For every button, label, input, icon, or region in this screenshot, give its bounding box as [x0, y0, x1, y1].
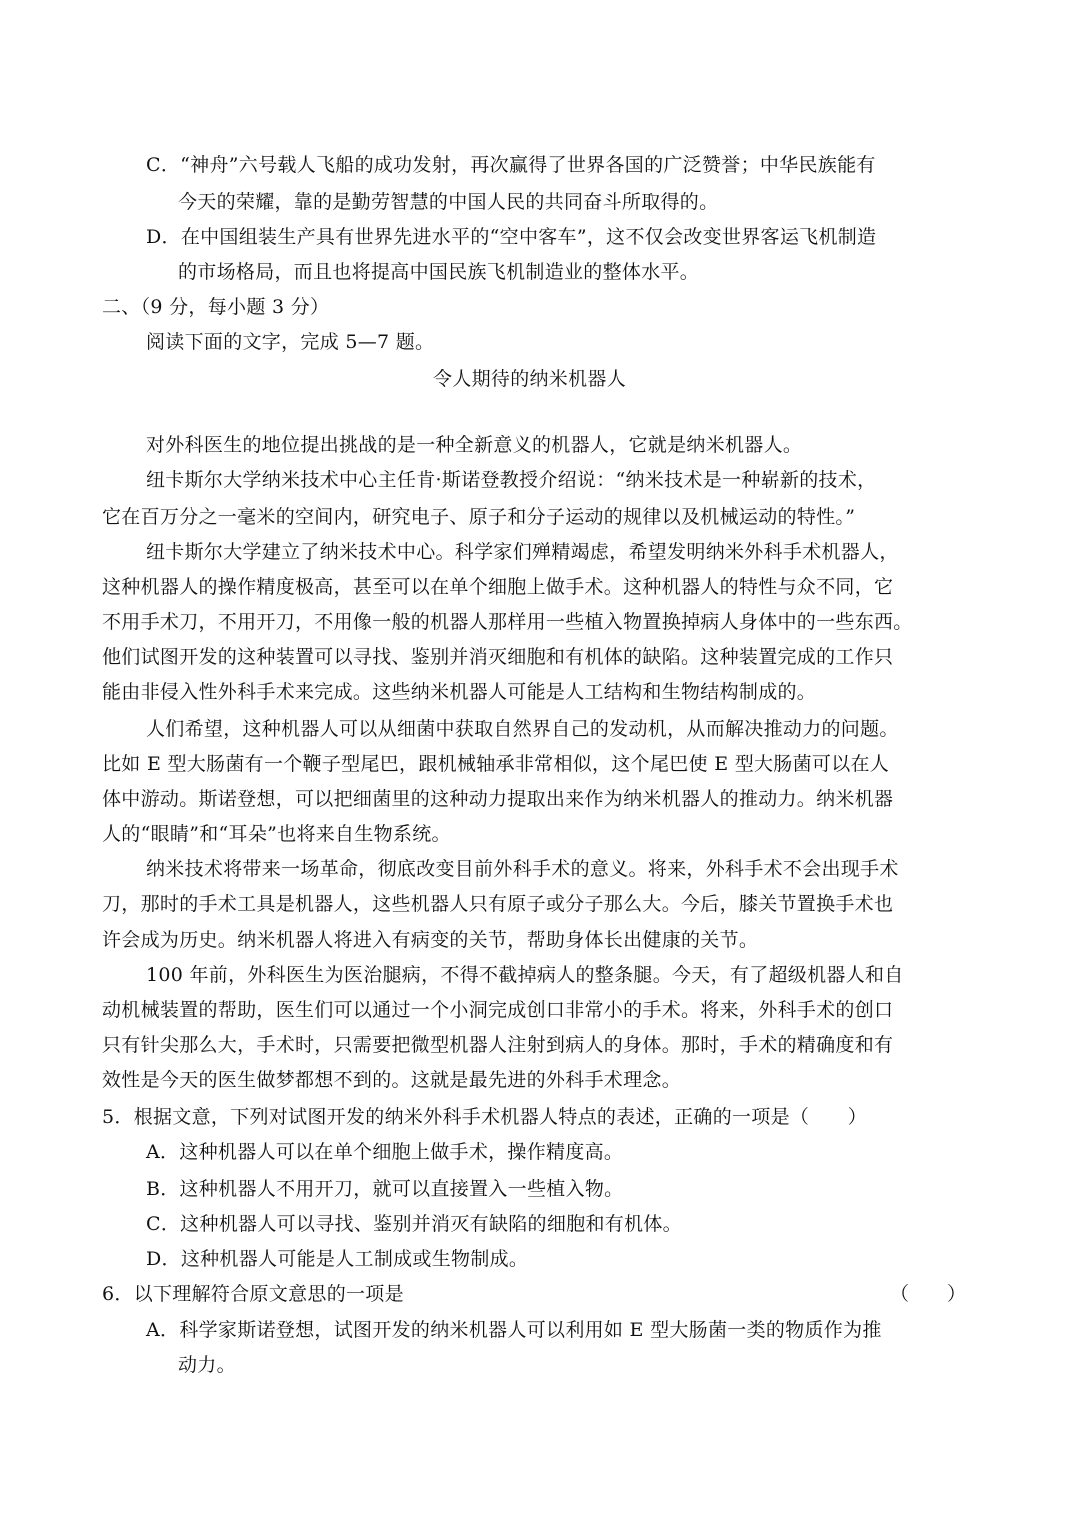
question-6-answer-blank: （ ）: [890, 1283, 967, 1305]
article-line: 它在百万分之一毫米的空间内，研究电子、原子和分子运动的规律以及机械运动的特性。”: [102, 506, 856, 528]
article-line: 效性是今天的医生做梦都想不到的。这就是最先进的外科手术理念。: [102, 1069, 682, 1091]
option-c-line-2: 今天的荣耀，靠的是勤劳智慧的中国人民的共同奋斗所取得的。: [178, 191, 719, 213]
article-line: 只有针尖那么大，手术时，只需要把微型机器人注射到病人的身体。那时，手术的精确度和有: [102, 1034, 894, 1056]
article-line: 能由非侵入性外科手术来完成。这些纳米机器人可能是人工结构和生物结构制成的。: [102, 681, 817, 703]
option-d-line-1: D．在中国组装生产具有世界先进水平的“空中客车”，这不仅会改变世界客运飞机制造: [146, 226, 877, 248]
section-instruction: 阅读下面的文字，完成 5—7 题。: [146, 331, 435, 353]
question-6-option-a-line-1: A．科学家斯诺登想，试图开发的纳米机器人可以利用如 E 型大肠菌一类的物质作为推: [146, 1319, 882, 1341]
question-6-option-a-line-2: 动力。: [178, 1354, 236, 1376]
article-line: 人的“眼睛”和“耳朵”也将来自生物系统。: [102, 823, 451, 845]
question-5-option-c: C．这种机器人可以寻找、鉴别并消灭有缺陷的细胞和有机体。: [146, 1213, 682, 1235]
question-5-stem: 5．根据文意，下列对试图开发的纳米外科手术机器人特点的表述，正确的一项是（ ）: [102, 1106, 868, 1128]
article-line: 比如 E 型大肠菌有一个鞭子型尾巴，跟机械轴承非常相似，这个尾巴使 E 型大肠菌可以在人: [102, 753, 890, 775]
question-5-option-b: B．这种机器人不用开刀，就可以直接置入一些植入物。: [146, 1178, 624, 1200]
question-5-option-a: A．这种机器人可以在单个细胞上做手术，操作精度高。: [146, 1141, 624, 1163]
article-line: 这种机器人的操作精度极高，甚至可以在单个细胞上做手术。这种机器人的特性与众不同，它: [102, 576, 894, 598]
option-c-line-1: C．“神舟”六号载人飞船的成功发射，再次赢得了世界各国的广泛赞誉；中华民族能有: [146, 154, 876, 176]
article-line: 他们试图开发的这种装置可以寻找、鉴别并消灭细胞和有机体的缺陷。这种装置完成的工作只: [102, 646, 894, 668]
article-title: 令人期待的纳米机器人: [433, 368, 627, 390]
article-line: 纳米技术将带来一场革命，彻底改变目前外科手术的意义。将来，外科手术不会出现手术: [146, 858, 899, 880]
article-line: 对外科医生的地位提出挑战的是一种全新意义的机器人，它就是纳米机器人。: [146, 434, 803, 456]
section-header: 二、（9 分，每小题 3 分）: [102, 296, 330, 318]
question-6-stem: 6．以下理解符合原文意思的一项是: [102, 1283, 404, 1305]
article-line: 动机械装置的帮助，医生们可以通过一个小洞完成创口非常小的手术。将来，外科手术的创口: [102, 999, 894, 1021]
article-line: 不用手术刀，不用开刀，不用像一般的机器人那样用一些植入物置换掉病人身体中的一些东西。: [102, 611, 913, 633]
question-5-option-d: D．这种机器人可能是人工制成或生物制成。: [146, 1248, 529, 1270]
article-line: 刀，那时的手术工具是机器人，这些机器人只有原子或分子那么大。今后，膝关节置换手术也: [102, 893, 894, 915]
option-d-line-2: 的市场格局，而且也将提高中国民族飞机制造业的整体水平。: [178, 261, 700, 283]
article-line: 人们希望，这种机器人可以从细菌中获取自然界自己的发动机，从而解决推动力的问题。: [146, 718, 899, 740]
article-line: 100 年前，外科医生为医治腿病，不得不截掉病人的整条腿。今天，有了超级机器人和自: [146, 964, 904, 986]
article-line: 纽卡斯尔大学纳米技术中心主任肯·斯诺登教授介绍说：“纳米技术是一种崭新的技术，: [146, 469, 877, 491]
article-line: 体中游动。斯诺登想，可以把细菌里的这种动力提取出来作为纳米机器人的推动力。纳米机器: [102, 788, 894, 810]
article-line: 纽卡斯尔大学建立了纳米技术中心。科学家们殚精竭虑，希望发明纳米外科手术机器人，: [146, 541, 899, 563]
article-line: 许会成为历史。纳米机器人将进入有病变的关节，帮助身体长出健康的关节。: [102, 929, 759, 951]
